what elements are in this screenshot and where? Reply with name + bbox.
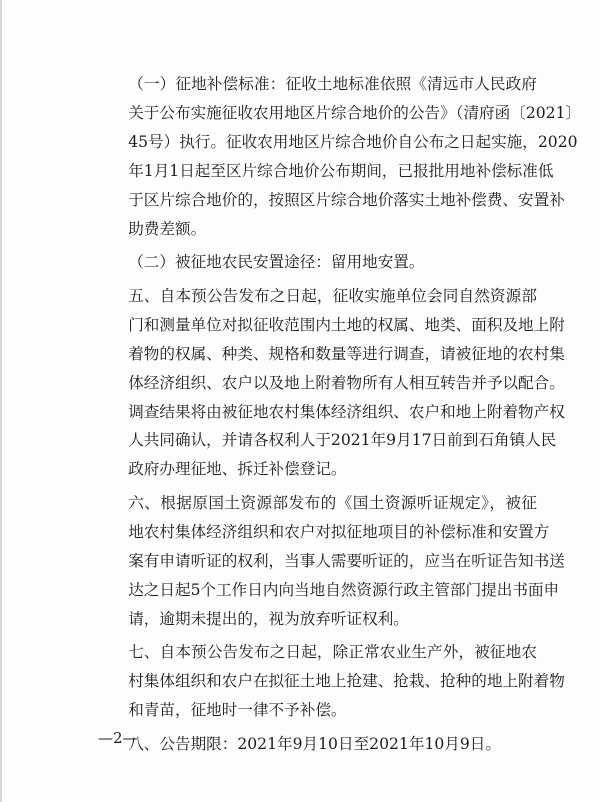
text-line: （一）征地补偿标准：征收土地标准依照《清远市人民政府 <box>128 75 537 93</box>
text-line: 调查结果将由被征地农村集体经济组织、农户和地上附着物产权 <box>128 402 565 421</box>
text-line: 着物的权属、种类、规格和数量等进行调查，请被征地的农村集 <box>128 344 565 363</box>
text-line: 达之日起5个工作日内向当地自然资源行政主管部门提出书面申 <box>128 580 560 599</box>
paragraph-compensation-standard <box>97 70 582 243</box>
paragraph-section-eight <box>97 730 537 759</box>
text-line: 地农村集体经济组织和农户对拟征地项目的补偿标准和安置方 <box>128 522 550 541</box>
text-line: 和青苗，征地时一律不予补偿。 <box>128 701 347 720</box>
text-line: 助费差额。 <box>128 219 207 238</box>
text-line: 于区片综合地价的，按照区片综合地价落实土地补偿费、安置补 <box>128 190 565 209</box>
text-line: 村集体组织和农户在拟征土地上抢建、抢栽、抢种的地上附着物 <box>128 672 565 691</box>
text-line: 45号）执行。征收农用地区片综合地价自公布之日起实施，2020 <box>128 132 578 151</box>
text-line: 请，逾期未提出的，视为放弃听证权利。 <box>128 609 409 628</box>
paragraph-section-seven <box>97 638 565 725</box>
text-line: 关于公布实施征收农用地区片综合地价的公告》（清府函〔2021〕 <box>128 103 582 122</box>
text-line: 年1月1日起至区片综合地价公布期间，已报批用地补偿标准低 <box>128 161 554 180</box>
text-line: 人共同确认，并请各权利人于2021年9月17日前到石角镇人民 <box>128 431 557 450</box>
paragraph-resettlement <box>97 248 537 277</box>
paragraph-section-six <box>97 489 565 634</box>
text-line: 体经济组织、农户以及地上附着物所有人相互转告并予以配合。 <box>128 373 565 392</box>
text-line: 六、根据原国土资源部发布的《国土资源听证规定》，被征 <box>128 494 537 513</box>
text-line: 五、自本预公告发布之日起，征收实施单位会同自然资源部 <box>128 286 537 305</box>
text-line: 七、自本预公告发布之日起，除正常农业生产外，被征地农 <box>128 643 537 662</box>
document-body <box>97 70 582 764</box>
text-line: （二）被征地农民安置途径：留用地安置。 <box>128 253 425 272</box>
text-line: 政府办理征地、拆迁补偿登记。 <box>128 460 347 479</box>
text-line: 案有申请听证的权利，当事人需要听证的，应当在听证告知书送 <box>128 551 565 570</box>
paragraph-section-five <box>97 282 565 484</box>
text-line: 门和测量单位对拟征收范围内土地的权属、地类、面积及地上附 <box>128 315 565 334</box>
page-number: —2— <box>98 729 138 747</box>
text-line: 八、公告期限：2021年9月10日至2021年10月9日。 <box>128 734 501 753</box>
